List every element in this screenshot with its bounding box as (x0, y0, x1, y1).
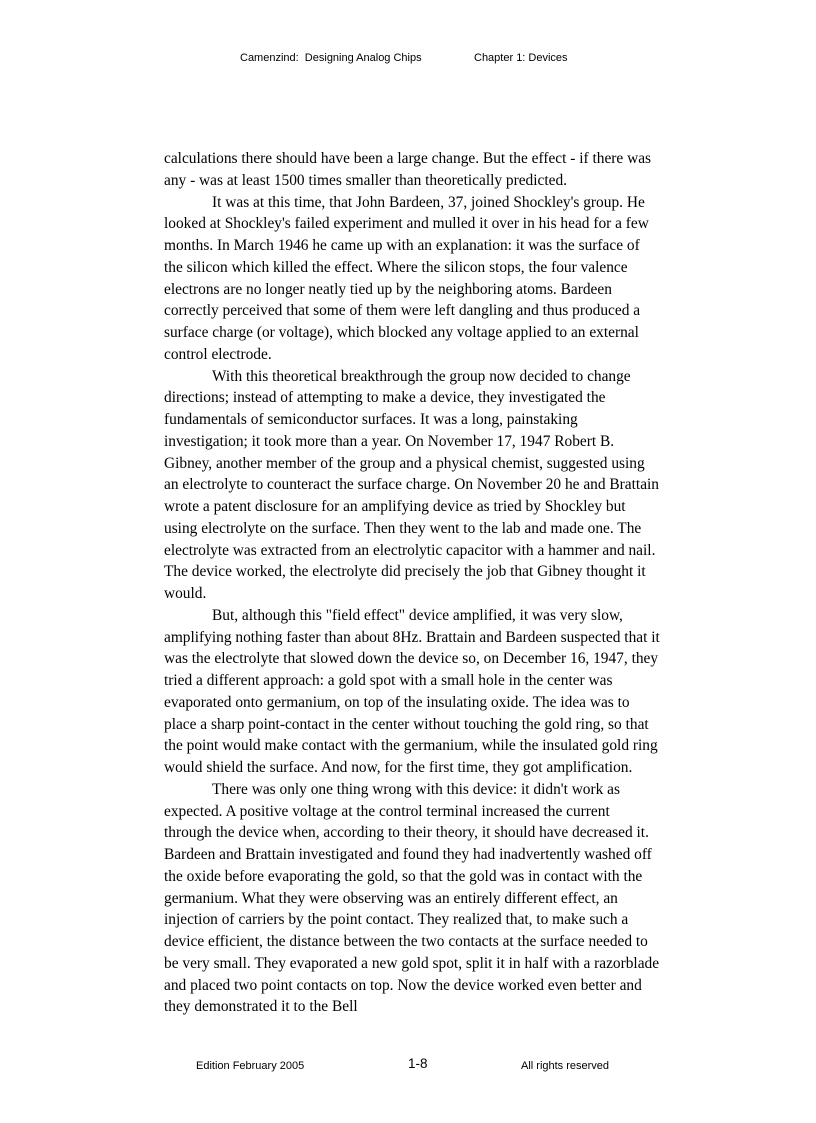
body-text (164, 148, 660, 1018)
header-book-title: Camenzind: Designing Analog Chips (240, 52, 422, 64)
page-footer (0, 1054, 816, 1076)
paragraph-continuation: calculations there should have been a large change. But the effect - if there was any - was at least 1500 times smaller than theoretically predicted. (164, 150, 652, 189)
footer-edition: Edition February 2005 (196, 1060, 305, 1072)
footer-rights: All rights reserved (521, 1060, 610, 1072)
paragraph-field-effect: But, although this "field effect" device amplified, it was very slow, amplifying nothing faster than about 8Hz. Brattain and Bardeen suspected that it was the electrolyte that slowed down the device so, on December 16, 1947, they tried a different approach: a gold spot with a small hole in the center was evaporated onto germanium, on top of the insulating oxide. The idea was to place a sharp point-contact in the center without touching the gold ring, so that the point would make contact with the germanium, while the insulated gold ring would shield the surface. And now, for the first time, they got amplification. (164, 606, 660, 776)
paragraph-bardeen-joins: It was at this time, that John Bardeen, 37, joined Shockley's group. He looked at Shockley's failed experiment and mulled it over in his head for a few months. In March 1946 he came up with an explanation: it was the surface of the silicon which killed the effect. Where the silicon stops, the four valence electrons are no longer neatly tied up by the neighboring atoms. Bardeen correctly perceived that some of them were left dangling and thus produced a surface charge (or voltage), which blocked any voltage applied to an external control electrode. (164, 193, 649, 363)
page-header (0, 48, 816, 68)
page-number: 1-8 (408, 1056, 428, 1071)
paragraph-theoretical-breakthrough: With this theoretical breakthrough the group now decided to change directions; instead of attempting to make a device, they investigated the fundamentals of semiconductor surfaces. It was a long, painstaking investigation; it took more than a year. On November 17, 1947 Robert B. Gibney, another member of the group and a physical chemist, suggested using an electrolyte to counteract the surface charge. On November 20 he and Brattain wrote a patent disclosure for an amplifying device as tried by Shockley but using electrolyte on the surface. Then they went to the lab and made one. The electrolyte was extracted from an electrolytic capacitor with a hammer and nail. The device worked, the electrolyte did precisely the job that Gibney thought it would. (164, 367, 659, 602)
header-chapter: Chapter 1: Devices (474, 52, 568, 64)
paragraph-point-contact: There was only one thing wrong with this device: it didn't work as expected. A positive voltage at the control terminal increased the current through the device when, according to their theory, it should have decreased it. Bardeen and Brattain investigated and found they had inadvertently washed off the oxide before evaporating the gold, so that the gold was in contact with the germanium. What they were observing was an entirely different effect, an injection of carriers by the point contact. They realized that, to make such a device efficient, the distance between the two contacts at the surface needed to be very small. They evaporated a new gold spot, split it in half with a razorblade and placed two point contacts on top. Now the device worked even better and they demonstrated it to the Bell (164, 780, 660, 1016)
